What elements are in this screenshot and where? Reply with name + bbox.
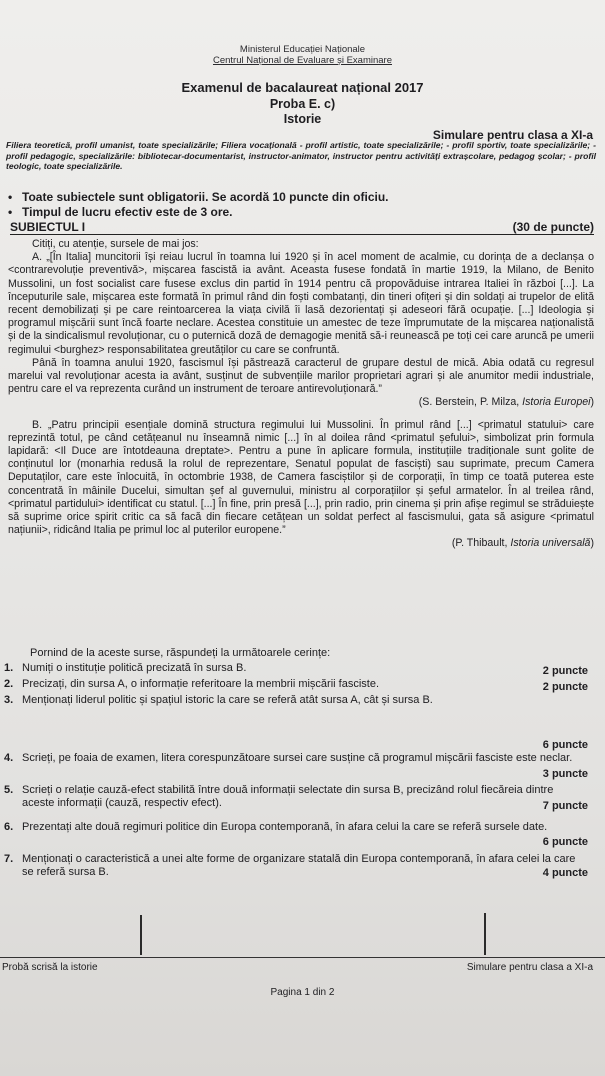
section-heading [10,220,594,235]
requirement-text: Scrieți, pe foaia de examen, litera corespunzătoare sursei care susține că programul mișcării fasciste este neclar. [22,752,573,764]
requirement-item [4,662,588,676]
requirement-text: Menționați liderul politic și spațiul istoric la care se referă atât sursa A, cât și sursa B. [22,694,433,706]
instruction-item: • Timpul de lucru efectiv este de 3 ore. [8,205,598,220]
requirement-points: 7 puncte [542,800,588,812]
source-a-citation-end: ) [590,396,594,409]
ministry-name: Ministerul Educației Naționale [239,44,366,55]
source-a-citation [8,396,594,409]
requirement-points: 2 puncte [542,665,588,677]
source-b-book: Istoria universală [510,537,591,550]
exam-title: Examenul de bacalaureat național 2017 [181,80,424,95]
requirement-text: Menționați o caracteristică a unei alte forme de organizare statală din Europa contemporană, în afara celei la care se referă sursa B. [22,853,576,879]
section-points: (30 de puncte) [512,220,594,234]
section-title: SUBIECTUL I [10,220,86,234]
requirement-text: Scrieți o relație cauză-efect stabilită între două informații selectate din sursa B, precizând rolul fiecăreia dintre aceste informații (cauză, respectiv efect). [22,784,554,810]
requirement-text: Precizați, din sursa A, o informație referitoare la membrii mișcării fasciste. [22,678,380,690]
exam-proba: Proba E. c) [269,97,336,111]
filiera-description: Filiera teoretică, profil umanist, toate specializările; Filiera vocațională - profil artistic, toate specializările; - profil sportiv, toate specializările; - profil pedagogic, specializările: bibliotecar-documentarist, instructor-animator, instructor pentru activități extrașcolare, pedagog școlar; - profil teologic, toate specializările. [6,140,596,171]
source-a-paragraph-2: Până în toamna anului 1920, fascismul își păstrează caracterul de grupare destul de mică. Abia odată cu regresul marelui val revoluționar acesta ia avânt, susținut de subvențiile marilor proprietari agrari și ale anumitor medii industriale, pentru care el va reprezenta curând un instrument de teroare antirevoluționară.” [8,356,594,396]
requirement-number: 7. [4,853,14,865]
requirement-number: 4. [4,752,14,764]
evaluation-center-name: Centrul Național de Evaluare și Examinare [212,55,392,66]
exam-subject: Istorie [283,112,322,126]
requirement-points: 6 puncte [542,739,588,751]
requirement-number: 2. [4,678,14,690]
margin-mark-right [484,913,486,955]
requirement-points: 3 puncte [542,768,588,780]
requirement-item [4,694,588,751]
requirement-text: Prezentați alte două regimuri politice din Europa contemporană, în afara celui la care se referă sursele date. [22,821,548,833]
requirement-number: 3. [4,694,14,706]
ministry-header [0,44,605,66]
source-a-authors: (S. Berstein, P. Milza, [418,396,523,409]
requirements-intro: Pornind de la aceste surse, răspundeți la următoarele cerințe: [30,647,331,659]
footer-left-label: Probă scrisă la istorie [2,962,98,973]
source-b-authors: (P. Thibault, [451,537,511,550]
instruction-item: • Toate subiectele sunt obligatorii. Se acordă 10 puncte din oficiu. [8,190,598,205]
requirement-item [4,821,588,851]
spacer [8,410,594,419]
source-b-paragraph-1: B. „Patru principii esențiale domină structura regimului lui Mussolini. În primul rând [...] <primatul statului> care reprezintă totul, pe când cetățeanul nu înseamnă nimic [...] în al doilea rând <primatul șefului>, simbolizat prin formula lapidară: <Il Duce are întotdeauna dreptate>. Pentru a pune în aplicare formula, instituțiile tradiționale sunt golite de conținutul lor (monarhia redusă la rolul de reprezentare, Senatul populat de fasciști) sau suprimate, precum Camera Deputaților, care este înlocuită, în octombrie 1938, de Camera fasciștilor și de corporații, în timp ce toată puterea este concentrată în mâinile Ducelui, simultan șef al guvernului, ministru al corporațiilor și șeful armatelor. În al treilea rând, <primatul partidului> identificat cu statul. [...] În fine, prin presă [...], prin radio, prin cinema și prin afișe regimul se străduiește să suprime orice spirit critic ca să facă din fiecare cetățean un soldat perfect al fascismului, gata să asigure <primatul națiunii>, ridicând Italia pe primul loc al puterilor europene.” [8,418,594,537]
requirement-number: 1. [4,662,14,674]
source-b-citation-end: ) [590,537,594,550]
requirement-item [4,678,588,692]
sources-text [8,238,594,551]
requirement-item [4,784,588,814]
requirement-text: Numiți o instituție politică precizată în sursa B. [22,662,247,674]
simulation-label: Simulare pentru clasa a XI-a [432,128,593,142]
sources-intro: Citiți, cu atenție, sursele de mai jos: [32,238,199,250]
source-a-paragraph-1: A. „[În Italia] muncitorii își reiau lucrul în toamna lui 1920 și în acel moment de acalmie, cu dorința de a declanșa o <contrarevoluție preventivă>, mișcarea fascistă ia avânt. Aceasta fusese fondată în martie 1919, la Milano, de Benito Mussolini, un fost socialist care fusese exclus din partid în 1914 pentru că propovăduise intrarea Italiei în război [...]. La începuturile sale, mișcarea este formată în primul rând din foști combatanți, din tineri ofițeri și din soldați ai trupelor de elită recent demobilizați și pe care reintoarcerea la viața civilă îi lasă dezorientați și adeseori fără ocupație. [...] Ideologia și programul mișcării sunt încă foarte neclare. Acestea constituie un amestec de teze împrumutate de la mișcarea naționalistă și de la sindicalismul revoluționar, cu o puternică doză de demagogie menită să-i reunească pe toți cei care aruncă pe umerii regimului <burghez> responsabilitatea greutăților cu care se confruntă. [8,251,594,356]
footer-divider [0,957,605,958]
requirement-points: 4 puncte [542,867,588,879]
requirement-number: 6. [4,821,14,833]
requirement-points: 2 puncte [542,681,588,693]
instructions-list [8,190,598,220]
requirement-points: 6 puncte [542,836,588,848]
margin-mark-left [140,915,142,955]
footer-right-label: Simulare pentru clasa a XI-a [466,962,593,973]
page-number: Pagina 1 din 2 [270,987,335,998]
requirement-number: 5. [4,784,14,796]
source-b-citation [8,537,594,550]
source-a-book: Istoria Europei [522,396,591,409]
requirement-item [4,752,588,782]
requirement-item [4,853,588,883]
